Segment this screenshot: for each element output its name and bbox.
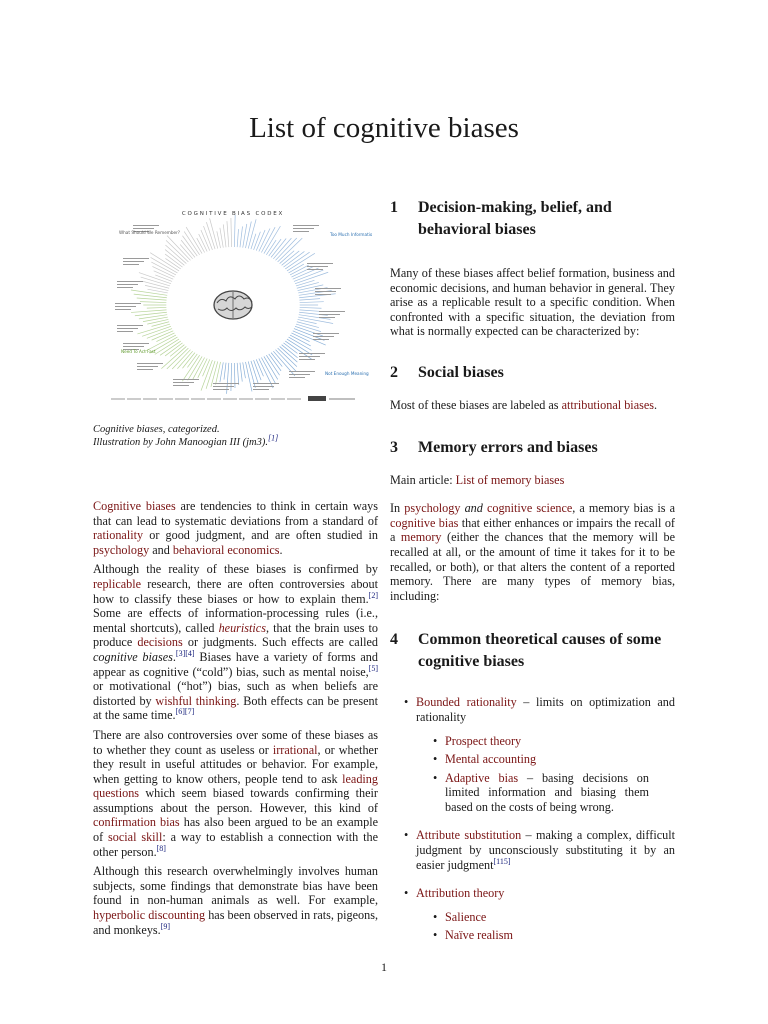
- text: that either enhances or impairs the recall of a: [390, 515, 675, 545]
- text: research, there are often controversies about how to classify these biases or how to explain them.: [93, 576, 378, 606]
- codex-label-mark: [313, 336, 334, 337]
- link-decisions[interactable]: decisions: [137, 635, 183, 650]
- section-title: Decision-making, belief, and behavioral biases: [418, 199, 612, 238]
- section-title: Social biases: [418, 363, 504, 381]
- text: , or whether they result in useful attitudes or behavior. For example, when getting to know others, people tend to ask: [93, 742, 379, 786]
- codex-label-mark: [115, 306, 136, 307]
- codex-ray: [271, 238, 286, 257]
- codex-ray: [165, 250, 184, 266]
- codex-ray: [237, 229, 238, 247]
- section-heading-4: [390, 629, 675, 673]
- text: .: [172, 649, 176, 664]
- text-italic: and: [460, 501, 487, 516]
- codex-label-mark: [253, 383, 279, 384]
- codex-ray: [240, 226, 243, 247]
- codex-ray: [166, 240, 188, 262]
- codex-label-mark: [213, 389, 229, 390]
- codex-label-mark: [123, 264, 139, 265]
- codex-label-mark: [123, 261, 144, 262]
- text: , a memory bias is a: [572, 501, 676, 516]
- codex-ray: [256, 359, 263, 376]
- caption-ref[interactable]: [1]: [267, 433, 279, 443]
- codex-label-mark: [213, 386, 234, 387]
- codex-heading: COGNITIVE BIAS CODEX: [181, 211, 285, 217]
- link-naive-realism[interactable]: Naïve realism: [445, 928, 514, 943]
- codex-ray: [151, 262, 176, 275]
- text: .: [279, 542, 283, 557]
- codex-ray: [131, 310, 167, 313]
- section-heading-2: [390, 362, 675, 384]
- codex-label-mark: [299, 356, 320, 357]
- codex-ray: [280, 346, 298, 362]
- codex-ray: [177, 351, 192, 369]
- codex-label-mark: [289, 374, 310, 375]
- link-list-of-memory-biases[interactable]: List of memory biases: [455, 472, 565, 487]
- codex-ray: [295, 272, 328, 283]
- codex-label-mark: [117, 325, 143, 326]
- codex-ray: [289, 337, 312, 350]
- codex-ray: [197, 238, 205, 252]
- text: are tendencies to think in certain ways that can lead to systematic deviations from a standard of: [93, 499, 378, 528]
- codex-ray: [254, 360, 261, 380]
- link-social-skill[interactable]: social skill: [108, 830, 163, 845]
- codex-label-mark: [173, 379, 199, 380]
- quadrant-not-enough-meaning: Not Enough Meaning: [325, 371, 369, 376]
- section-number: 3: [390, 438, 398, 456]
- codex-label-mark: [307, 266, 328, 267]
- text: In: [390, 501, 405, 516]
- codex-label-mark: [319, 317, 335, 318]
- link-wishful-thinking[interactable]: wishful thinking: [155, 693, 237, 708]
- list-item: [390, 752, 649, 767]
- codex-label-mark: [315, 294, 331, 295]
- codex-ray: [160, 341, 181, 355]
- codex-ray: [217, 231, 221, 248]
- section-number: 1: [390, 199, 398, 216]
- text: Although this research overwhelmingly involves human subjects, some findings that demonstrate bias have been found in non-human animals as well. For example,: [93, 864, 378, 908]
- link-hyperbolic-discounting[interactable]: hyperbolic discounting: [93, 908, 206, 923]
- codex-label-mark: [293, 225, 319, 226]
- list-item: [390, 771, 649, 815]
- codex-ray: [300, 307, 322, 308]
- intro-text: [93, 499, 378, 942]
- codex-label-mark: [289, 377, 305, 378]
- text: which seem biased towards confirming their assumptions about the person. However, this kind of: [93, 786, 378, 815]
- text: or motivational (“hot”) bias, such as when beliefs are distorted by: [93, 679, 378, 708]
- link-leading-questions[interactable]: leading questions: [93, 771, 378, 801]
- figure-caption: [93, 423, 373, 449]
- codex-label-mark: [315, 291, 336, 292]
- codex-label-mark: [319, 311, 345, 312]
- codex-label-mark: [137, 369, 153, 370]
- link-behavioral-economics[interactable]: behavioral economics: [172, 542, 280, 557]
- codex-label-mark: [117, 331, 133, 332]
- codex-ray: [266, 355, 279, 375]
- codex-ray: [261, 357, 275, 383]
- causes-list: [390, 695, 675, 943]
- text: . Both effects can be present at the same time.: [93, 693, 378, 723]
- section-title: Memory errors and biases: [418, 438, 598, 456]
- text: – making a complex, difficult judgment by unconsciously substituting it by an easier judgment: [416, 828, 675, 872]
- ref-2[interactable]: [2]: [368, 590, 378, 600]
- codex-ray: [237, 363, 239, 385]
- codex-ray: [234, 363, 235, 388]
- codex-ray: [211, 361, 218, 386]
- section-heading-3: [390, 437, 675, 459]
- codex-ray: [231, 218, 232, 247]
- link-replicable[interactable]: replicable: [93, 576, 142, 591]
- codex-ray: [243, 362, 246, 378]
- list-item: [390, 928, 649, 943]
- section-2-body: [390, 398, 675, 413]
- brain-icon: [214, 291, 252, 319]
- codex-label-mark: [115, 309, 131, 310]
- text: – limits on optimization and rationality: [416, 695, 675, 724]
- list-item: [390, 695, 675, 814]
- text: : a way to establish a connection with the other person.: [93, 830, 378, 859]
- codex-ray: [261, 227, 275, 252]
- codex-label-mark: [293, 231, 309, 232]
- link-cognitive-bias[interactable]: cognitive bias: [390, 515, 459, 530]
- codex-ray: [251, 361, 258, 384]
- codex-ray: [147, 307, 167, 308]
- codex-ray: [145, 285, 168, 290]
- codex-label-mark: [117, 281, 143, 282]
- section-title: Common theoretical causes of some cognitive biases: [418, 631, 662, 671]
- link-attributional-biases[interactable]: attributional biases: [561, 397, 654, 412]
- codex-label-mark: [123, 343, 149, 344]
- link-psychology-2[interactable]: psychology: [404, 501, 461, 516]
- text: or good judgment, and are often studied in: [143, 528, 378, 543]
- codex-label-mark: [133, 228, 154, 229]
- section-3-body: [390, 501, 675, 603]
- text: or judgments. Such effects are called: [182, 635, 378, 650]
- text: (either the chances that the memory will be recalled at all, or the amount of time it takes for it to be recalled, or both), or that alters the content of a reported memory. There are many types of memory bias, including:: [390, 530, 675, 603]
- codex-ray: [188, 356, 202, 380]
- codex-label-mark: [313, 333, 339, 334]
- text: Some are effects of information-processing rules (i.e., mental shortcuts), called: [93, 606, 378, 635]
- codex-label-mark: [123, 346, 144, 347]
- ref-3-4[interactable]: [3][4]: [175, 648, 195, 658]
- intro-paragraph-1: [93, 499, 378, 557]
- link-mental-accounting[interactable]: Mental accounting: [445, 752, 537, 767]
- sub-list: [416, 734, 675, 815]
- intro-paragraph-3: [93, 728, 378, 859]
- caption-line-2: Illustration by John Manoogian III (jm3).: [93, 437, 268, 448]
- ref-8[interactable]: [8]: [156, 843, 166, 853]
- codex-ray: [227, 221, 229, 247]
- codex-ray: [287, 253, 315, 271]
- section-number: 4: [390, 631, 398, 649]
- codex-ray: [283, 251, 304, 267]
- codex-ray: [203, 359, 210, 376]
- codex-label-mark: [133, 225, 159, 226]
- codex-ray: [223, 224, 226, 247]
- quadrant-act-fast: Need To Act Fast: [121, 349, 156, 354]
- codex-ray: [282, 345, 298, 358]
- codex-label-mark: [173, 382, 194, 383]
- link-irrational[interactable]: irrational: [272, 742, 318, 757]
- codex-ray: [299, 299, 320, 301]
- text: and: [149, 542, 173, 557]
- codex-ray: [224, 363, 226, 380]
- codex-ray: [254, 232, 261, 250]
- ref-5[interactable]: [5]: [368, 663, 378, 673]
- codex-ray: [220, 362, 223, 382]
- codex-label-mark: [307, 269, 323, 270]
- sub-list: [416, 910, 675, 943]
- link-rationality[interactable]: rationality: [93, 528, 144, 543]
- text: Biases have a variety of forms and appear as cognitive (“cold”) bias, such as mental noise,: [93, 649, 378, 679]
- list-item: [390, 828, 675, 872]
- text: Although the reality of these biases is confirmed by: [93, 562, 378, 577]
- section-1-body: Many of these biases affect belief formation, business and economic decisions, and human behavior in general. They arise as a replicable result to a specific condition. When confronted with a specific situation, the deviation from what is normally expected can be characterized by:: [390, 266, 675, 339]
- codex-label-mark: [253, 386, 274, 387]
- link-salience[interactable]: Salience: [445, 909, 487, 924]
- codex-label-mark: [137, 363, 163, 364]
- link-adaptive-bias[interactable]: Adaptive bias: [445, 770, 519, 785]
- codex-label-mark: [307, 263, 333, 264]
- codex-ray: [137, 298, 167, 300]
- list-item: [390, 910, 649, 925]
- ref-6-7[interactable]: [6][7]: [175, 707, 195, 717]
- codex-ray: [155, 275, 172, 282]
- codex-label-mark: [319, 314, 340, 315]
- link-cognitive-biases[interactable]: Cognitive biases: [93, 499, 176, 513]
- codex-label-mark: [117, 328, 138, 329]
- codex-ray: [264, 356, 278, 379]
- codex-label-mark: [117, 287, 133, 288]
- codex-ray: [273, 351, 295, 376]
- link-confirmation-bias[interactable]: confirmation bias: [93, 815, 180, 830]
- codex-footer: [111, 396, 355, 401]
- main-article-label: Main article:: [390, 472, 456, 487]
- codex-ray: [298, 317, 333, 323]
- codex-ray: [182, 236, 197, 256]
- list-item: [390, 734, 649, 749]
- quadrant-too-much-info: Too Much Information: [330, 232, 372, 237]
- link-psychology[interactable]: psychology: [93, 542, 150, 557]
- codex-ray: [245, 362, 251, 391]
- codex-ray: [234, 215, 235, 247]
- page-title: List of cognitive biases: [249, 112, 519, 144]
- codex-label-mark: [137, 366, 158, 367]
- codex-label-mark: [299, 359, 315, 360]
- cognitive-bias-codex-figure[interactable]: [93, 203, 372, 409]
- section-heading-1: [390, 197, 675, 241]
- text: , that the brain uses to produce: [93, 620, 378, 650]
- ref-115[interactable]: [115]: [493, 856, 511, 866]
- codex-ray: [165, 254, 182, 267]
- codex-ray: [150, 253, 179, 271]
- quadrant-remember: What Should We Remember?: [119, 230, 181, 235]
- codex-label-mark: [117, 284, 138, 285]
- codex-label-mark: [253, 389, 269, 390]
- codex-ray: [297, 282, 319, 288]
- codex-ray: [240, 363, 242, 382]
- codex-ray: [140, 302, 166, 303]
- link-prospect-theory[interactable]: Prospect theory: [445, 733, 522, 748]
- codex-ray: [182, 355, 199, 381]
- codex-ray: [167, 348, 189, 369]
- codex-label-mark: [313, 339, 329, 340]
- codex-label-mark: [115, 303, 141, 304]
- caption-line-1: Cognitive biases, categorized.: [93, 424, 220, 435]
- cognitive-biases-italic: cognitive biases: [93, 649, 173, 664]
- codex-ray: [276, 238, 297, 260]
- list-item: [390, 886, 675, 943]
- link-bounded-rationality[interactable]: Bounded rationality: [416, 695, 517, 710]
- text: has been observed in rats, pigeons, and monkeys.: [93, 908, 378, 937]
- codex-ray: [264, 226, 281, 253]
- section-number: 2: [390, 363, 398, 381]
- right-column: [390, 197, 675, 943]
- link-attribute-substitution[interactable]: Attribute substitution: [416, 828, 522, 843]
- codex-label-mark: [315, 288, 341, 289]
- link-memory[interactable]: memory: [400, 530, 442, 545]
- codex-ray: [297, 322, 319, 328]
- codex-ray: [181, 240, 195, 257]
- codex-ray: [220, 228, 223, 248]
- ref-9[interactable]: [9]: [160, 921, 171, 931]
- codex-ray: [298, 285, 324, 291]
- codex-ray: [294, 329, 324, 341]
- text: has also been argued to be an example of: [93, 815, 378, 845]
- codex-ray: [293, 331, 326, 345]
- codex-label-mark: [293, 228, 314, 229]
- codex-label-mark: [299, 353, 325, 354]
- codex-illustration: [93, 203, 372, 409]
- codex-ray: [296, 280, 314, 286]
- page-number: 1: [381, 960, 387, 974]
- text: – basing decisions on limited information and biasing them based on the costs of being wrong.: [445, 770, 649, 814]
- intro-paragraph-4: [93, 864, 378, 937]
- codex-label-mark: [123, 258, 149, 259]
- main-article-note: [390, 473, 675, 488]
- codex-ray: [165, 343, 182, 356]
- codex-label-mark: [289, 371, 315, 372]
- codex-ray: [300, 302, 324, 303]
- codex-label-mark: [213, 383, 239, 384]
- codex-label-mark: [173, 385, 189, 386]
- link-cognitive-science[interactable]: cognitive science: [486, 501, 573, 516]
- link-heuristics[interactable]: heuristics: [218, 620, 266, 635]
- text: .: [654, 397, 658, 412]
- codex-ray: [282, 251, 300, 265]
- intro-paragraph-2: [93, 562, 378, 723]
- codex-ray: [151, 257, 178, 272]
- text: There are also controversies over some of these biases as to whether they count as useless or: [93, 727, 378, 757]
- text: Most of these biases are labeled as: [390, 397, 562, 412]
- link-attribution-theory[interactable]: Attribution theory: [416, 886, 505, 901]
